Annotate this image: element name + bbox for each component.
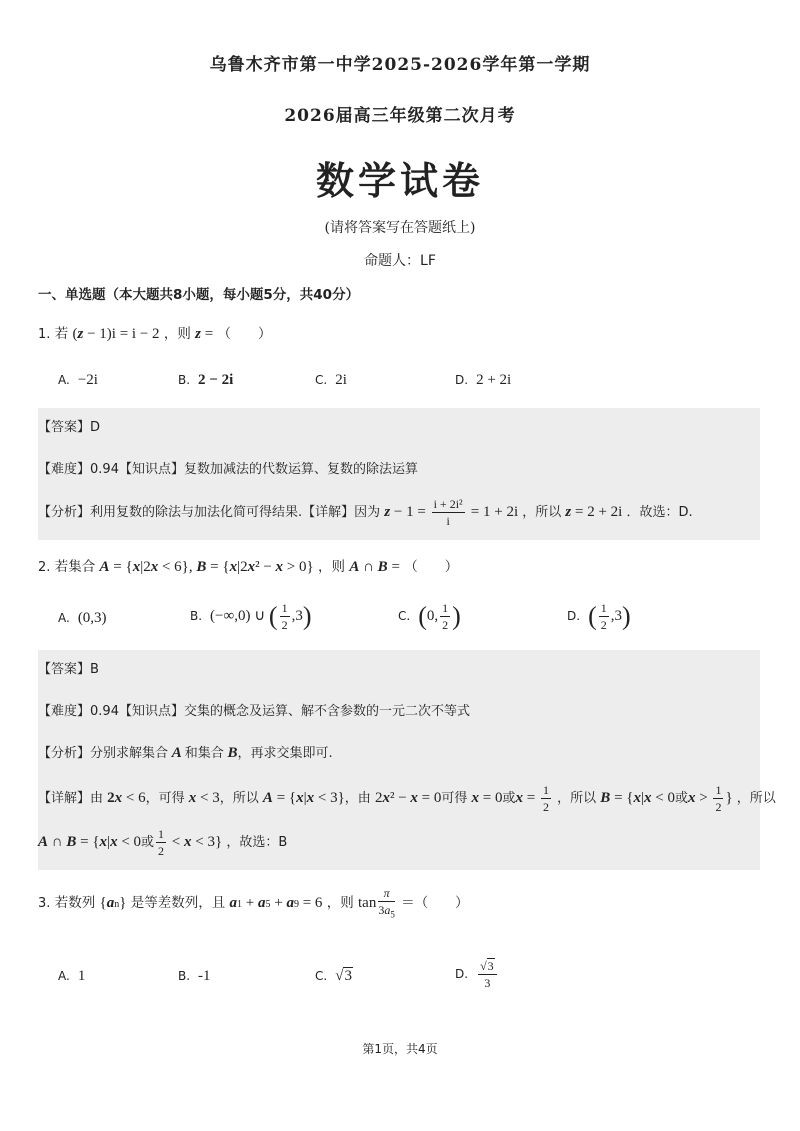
- q2-solution-block: [38, 650, 776, 870]
- q1-difficulty-line: 【难度】0.94【知识点】复数加减法的代数运算、复数的除法运算: [38, 462, 418, 477]
- question-2-stem: 2. 若集合 A = {x|2x < 6}, B = {x|2x² − x > 0} ，则 A ∩ B = （ ）: [38, 559, 459, 575]
- q2-option-a: A. (0,3): [58, 610, 107, 626]
- school-title: 乌鲁木齐市第一中学2025-2026学年第一学期: [209, 55, 591, 75]
- q3-option-d: D. $\frac{√3}{3}$: [455, 958, 499, 991]
- q3-option-c: C. √3: [315, 968, 352, 984]
- q1-analysis-line: 【分析】利用复数的除法与加法化简可得结果.【详解】因为 z − 1 = $\frac{\text{i + 2i²}}{i}$ = 1 + 2i ，所以 z = 2 + 2i ．故选：D.: [38, 497, 693, 528]
- question-3-stem: 3. 若数列 {an} 是等差数列，且 a1 + a5 + a9 = 6 ，则 tan $\frac{\pi}{3a_5}$ ＝（ ）: [38, 886, 469, 920]
- q2-option-d: D. ( $\frac{1}{2}$ ,3): [567, 601, 631, 632]
- q2-option-c: C. (0, $\frac{1}{2}$ ): [398, 601, 461, 632]
- q2-answer: 【答案】B: [38, 662, 99, 677]
- q2-detail-line-2: A ∩ B = {x|x < 0或 $\frac{1}{2}$ < x < 3} ，故选：B: [38, 827, 288, 858]
- answer-note: (请将答案写在答题纸上): [324, 220, 476, 236]
- q2-option-b: B. (−∞,0) ∪ ( $\frac{1}{2}$ ,3): [190, 601, 312, 632]
- q1-option-d: D. 2 + 2i: [455, 372, 512, 388]
- q3-option-b: B. -1: [178, 968, 211, 984]
- q2-difficulty-line: 【难度】0.94【知识点】交集的概念及运算、解不含参数的一元二次不等式: [38, 704, 470, 719]
- q1-option-c: C. 2i: [315, 372, 347, 388]
- exam-title: 2026届高三年级第二次月考: [284, 106, 516, 126]
- author-line: 命题人：LF: [364, 253, 436, 269]
- page-footer: 第1页，共4页: [362, 1042, 438, 1056]
- subject-title: 数学试卷: [315, 158, 484, 203]
- q1-option-b: B. 2 − 2i: [178, 372, 234, 388]
- q1-option-a: A. −2i: [58, 372, 98, 388]
- section-heading: 一、单选题（本大题共8小题，每小题5分，共40分）: [38, 287, 360, 303]
- q3-option-a: A. 1: [58, 968, 86, 984]
- question-1-stem: 1. 若 (z − 1)i = i − 2 ，则 z = （ ）: [38, 326, 272, 342]
- q2-detail-line-1: 【详解】由 2x < 6，可得 x < 3，所以 A = {x|x < 3}，由 2x² − x = 0可得 x = 0或x = $\frac{1}{2}$ ，所以 B = {x|x < 0或x > $\frac{1}{2}$ } ，所以: [38, 783, 776, 814]
- q1-solution-block: [38, 408, 760, 540]
- q1-answer: 【答案】D: [38, 420, 101, 435]
- q2-analysis-line: 【分析】分别求解集合 A 和集合 B，再求交集即可.: [38, 745, 333, 761]
